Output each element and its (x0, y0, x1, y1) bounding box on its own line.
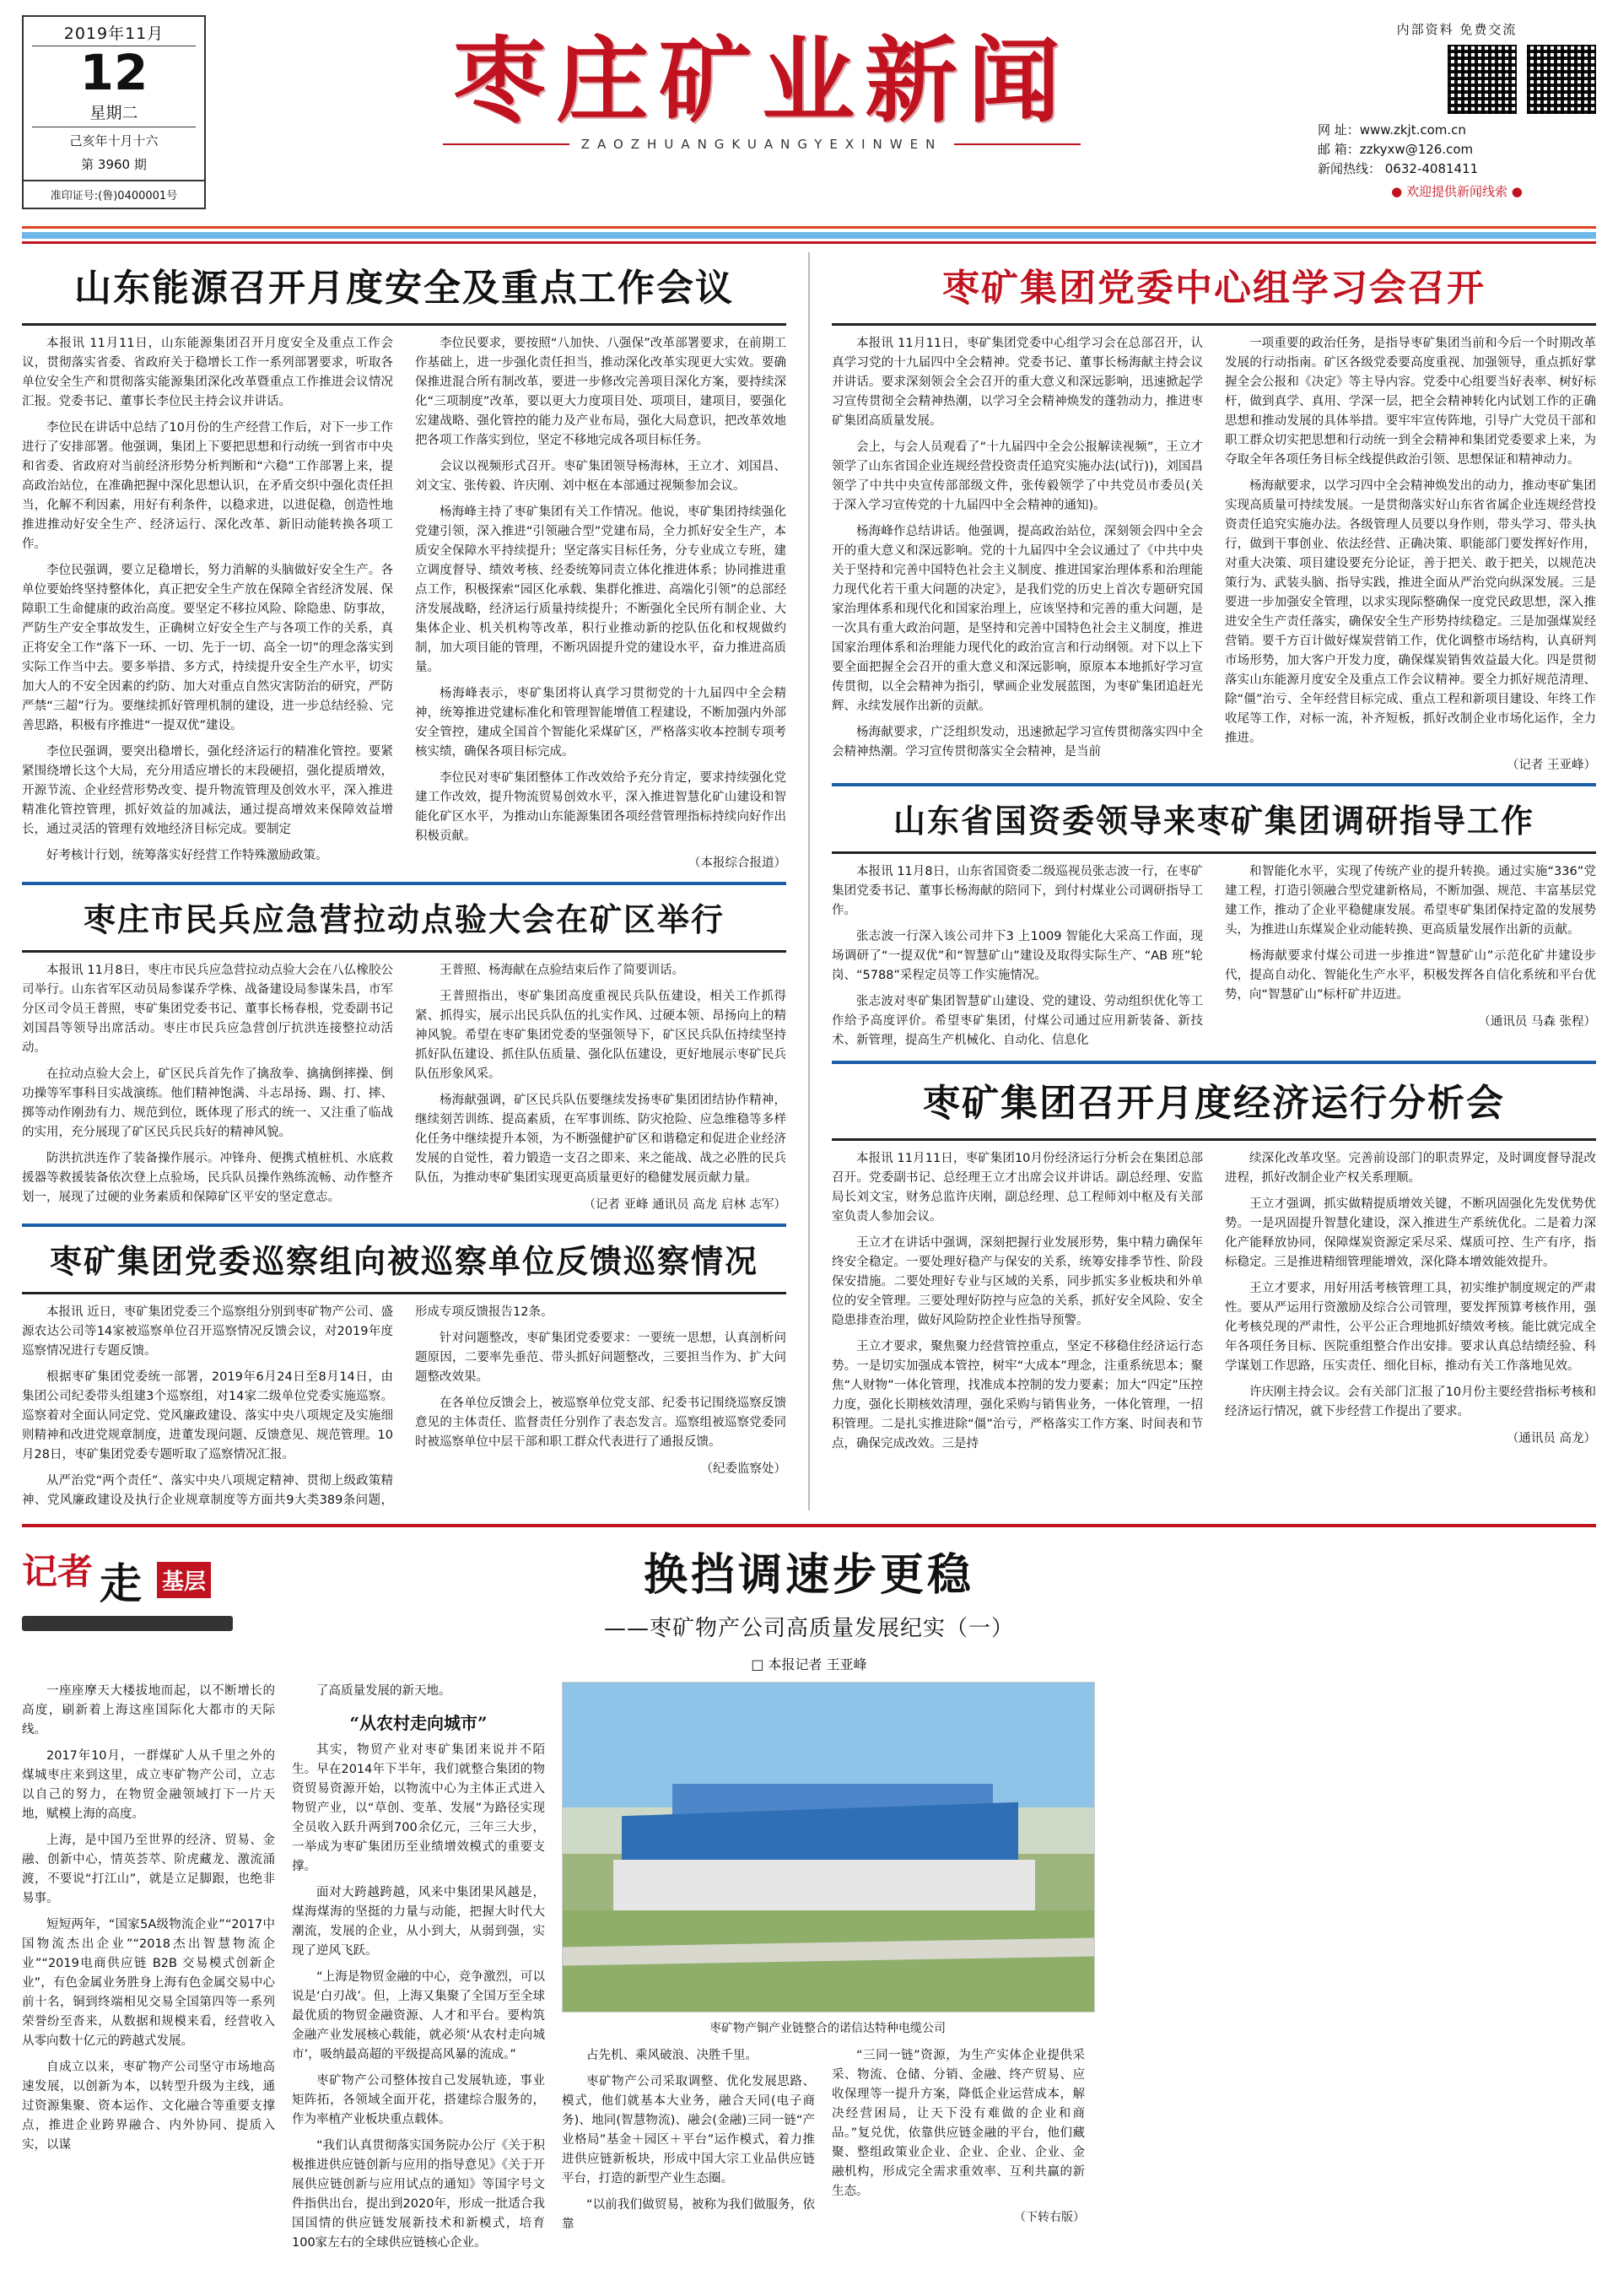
feature-headline: 换挡调速步更稳 (643, 1549, 974, 1601)
reporter-column-logo (22, 1550, 233, 1631)
paragraph: 王立才要求，用好用活考核管理工具，初实维护制度规定的严肃性。要从严运用行资激励及综合公司管理，要发挥预算考核作用，强化考核兑现的严肃性，公平公正合理地抓好绩效考核。能比就完成全年各项任务目标、医院重组整合作出安排。要求认真总结绩经验、科学谋划工作思路，压实责任、细化目标，推动有关工作落地见效。 (1224, 1282, 1596, 1373)
feature-column-1 (22, 1682, 275, 2260)
headline-rule (832, 851, 1596, 854)
paragraph: 王普照、杨海献在点验结束后作了简要训话。 (440, 964, 684, 977)
website-line[interactable]: 网 址：www.zkjt.com.cn (1318, 122, 1466, 138)
section-rule (832, 1061, 1596, 1064)
feature-column-2 (292, 1682, 545, 2260)
article-b3 (832, 1072, 1596, 1454)
column-left (22, 252, 801, 1510)
article-b2 (832, 795, 1596, 1051)
feature-photo-block (562, 1682, 1093, 2260)
paragraph: 李位民要求，要按照“八加快、八强保”改革部署要求，在前期工作基础上，进一步强化责任担当，推动深化改革实现更大实效。要确保推进混合所有制改革，要进一步修改完善项目深化方案，要持续深化“三项制度”改革，要以更大力度项目处、项项目，建项目，要强化宏建战略、强化管控的能力及产业布局，强化大局意识，把改革效地把各项工作落实到位，坚定不移地完成各项目标任务。 (415, 337, 786, 447)
lunar-date: 己亥年十月十六 (69, 133, 159, 149)
logo-text-reporter: 记者 (22, 1551, 94, 1592)
issue-number: 第 3960 期 (81, 157, 147, 172)
photo-caption: 枣矿物产铜产业链整合的诺信达特种电缆公司 (709, 2022, 946, 2035)
paragraph: 和智能化水平，实现了传统产业的提升转换。通过实施“336”党建工程，打造引领融合型党建新格局，不断加强、规范、丰富基层党建工作，推动了企业平稳健康发展。希望枣矿集团保持定盈的发展势头，为推进山东煤炭企业动能转换、更高质量发展作出新的贡献。 (1224, 865, 1596, 937)
rule-right (954, 143, 1081, 145)
paragraph: 其实，物贸产业对枣矿集团来说并不陌生。早在2014年下半年，我们就整合集团的物资贸易资源开始，以物流中心为主体正式进入物贸产业，以“草创、变革、发展”为路径实现全员收入跃升两到700余亿元，三年三大步，一举成为枣矿集团历至业绩增效模式的重要支撑。 (292, 1743, 545, 1873)
article-b1-body (832, 334, 1596, 773)
article-b1-headline: 枣矿集团党委中心组学习会召开 (941, 267, 1486, 310)
paragraph: 一项重要的政治任务，是指导枣矿集团当前和今后一个时期改革发展的行动指南。矿区各级党委要高度重视、加强领导，重点抓好掌握全会公报和《决定》等主导内容。党委中心组要当好表率、树好标杆，做到真学、真用、学深一层，把全会精神转化内试划工作的正确思想和推动发展的具体举措。要牢牢宣传阵地，引导广大党员干部和职工群众切实把思想和行动统一到全会精神和集团党委要求上来，为夺取全年各项任务目标全线提供政治引领、思想保证和精神动力。 (1224, 337, 1596, 467)
article-b2-signature: （通讯员 马森 张程） (1478, 1015, 1596, 1029)
paragraph: 许庆刚主持会议。会有关部门汇报了10月份主要经营指标考核和经济运行情况，就下步经营工作提出了要求。 (1224, 1386, 1596, 1418)
section-rule (832, 783, 1596, 786)
paragraph: 枣矿物产公司采取调整、优化发展思路、模式，他们就基本大业务，融合天同(电子商务)、地同(智慧物流)、融会(金融)三同一链“产业格局”基金＋园区＋平台”运作模式，着力推进供应链新板块，形成中国大宗工业品供应链平台，打造的新型产业生态圈。 (562, 2075, 815, 2185)
paragraph: 本报讯 11月11日，山东能源集团召开月度安全及重点工作会议，贯彻落实省委、省政府关于稳增长工作一系列部署要求，听取各单位安全生产和贯彻落实能源集团深化改革暨重点工作推进会议情况汇报。党委书记、董事长李位民主持会议并讲话。 (22, 337, 393, 408)
paragraph: 根据枣矿集团党委统一部署，2019年6月24日至8月14日，由集团公司纪委带头组建3个巡察组，对14家二级单位党委实施巡察。巡察着对全面认同定党、党风廉政建设、落实中央八项规定及实施细则精神和改进党规章制度，进董发现问题、反馈意见、规范管理。10月28日，枣矿集团党委专题听取了巡察情况汇报。 (22, 1370, 393, 1461)
paper-title: 枣庄矿业新闻 (453, 26, 1071, 135)
paragraph: “三同一链”资源，为生产实体企业提供采采、物流、仓储、分销、金融、终产贸易、应收保理等一提升方案，降低企业运营成本，解决经营困局，让天下没有难做的企业和商品。”复兑优，依靠供应链金融的平台，他们藏聚、整组政策业企业、企业、企业、企业、金融机构，形成完全需求重效率、互利共赢的新生态。 (832, 2049, 1085, 2198)
paragraph: 占先机、乘风破浪、决胜千里。 (586, 2049, 758, 2062)
paragraph: 本报讯 11月11日，枣矿集团党委中心组学习会在总部召开，认真学习党的十九届四中全会精神。党委书记、董事长杨海献主持会议并讲话。要求深刻领会全会召开的重大意义和深远影响，迅速掀起学习宣传贯彻全会精神热潮，以学习全会精神焕发的蓬勃动力，推进枣矿集团高质量发展。 (831, 337, 1203, 428)
masthead-info (1318, 15, 1596, 202)
feature-column-4 (832, 2046, 1085, 2241)
paragraph: 一座座摩天大楼拔地而起，以不断增长的高度，刷新着上海这座国际化大都市的天际线。 (22, 1684, 275, 1737)
article-b1-signature: （记者 王亚峰） (1506, 759, 1596, 772)
feature-section (22, 1524, 1596, 2260)
red-rule (22, 241, 1596, 244)
paragraph: 从严治党“两个责任”、落实中央八项规定精神、贯彻上级政策精神、党风廉政建设及执行企业规章制度等方面共9大类389条问题，形成专项反馈报告12条。 (22, 1305, 553, 1507)
feature-title-block (250, 1539, 1368, 1642)
paragraph: 王普照指出，枣矿集团高度重视民兵队伍建设，相关工作抓得紧、抓得实，展示出民兵队伍的扎实作风、过硬本领、昂扬向上的精神风貌。希望在枣矿集团党委的坚强领导下，矿区民兵队伍持续坚持抓好队伍建设、抓住队伍质量、强化队伍建设，更好地展示枣矿民兵队伍形象风采。 (415, 990, 786, 1081)
paragraph: 杨海献要求，以学习四中全会精神焕发出的动力，推动枣矿集团实现高质量可持续发展。一是贯彻落实好山东省省属企业连规经营投资责任追究实施办法。各级管理人员要以身作则，带头学习、带头执行，做到干事创业、依法经营、正确决策、职能部门要发挥好作用，对重大决策、项目建设要充分论证，善于把关、敢于把关，以规范决策行为、武装头脑、指导实践，推进全面从严治党向纵深发展。三是要进一步加强安全管理，以求实现际整确保一度党民政思想，深入推进安全生产责任落实，确保安全生产形势持续稳定。三是加强煤炭经营销。要千方百计做好煤炭营销工作，优化调整市场结构，认真研判市场形势，加大客户开发力度，确保煤炭销售效益最大化。四是贯彻落实山东能源月度安全及重点工作会议精神。要全力抓好规范清理、除“僵”治亏、全年经营目标完成、重点工程和新项目建设、年终工作收尾等工作，对标一流，补齐短板，抓好改制企业市场化运作，全力推进。 (1224, 479, 1596, 745)
article-b1 (832, 257, 1596, 773)
date-weekday: 星期二 (89, 104, 138, 122)
article-b2-body (832, 862, 1596, 1051)
permit-number: 准印证号:(鲁)0400001号 (24, 180, 204, 208)
article-b2-headline: 山东省国资委领导来枣矿集团调研指导工作 (893, 802, 1534, 840)
article-b3-headline: 枣矿集团召开月度经济运行分析会 (922, 1082, 1505, 1125)
headline-rule (22, 1292, 786, 1294)
paragraph: 在拉动点验大会上，矿区民兵首先作了擒敌拳、擒擒倒摔操、倒功操等军事科目实战演练。他们精神饱满、斗志昂扬、踢、打、摔、掷等动作刚劲有力、规范到位，既体现了形式的统一、又注重了临战的实用，充分展现了矿区民兵民兵好的精神风貌。 (22, 1067, 393, 1139)
paragraph: 面对大跨越跨越，风来中集团果风越是，煤海煤海的坚挺的力量与动能，把握大时代大潮流，发展的企业，从小到大，从弱到强，实现了逆风飞跃。 (292, 1886, 545, 1958)
article-a3 (22, 1235, 786, 1510)
feature-body (22, 1682, 1596, 2260)
continuation-note: （下转右版） (1014, 2211, 1085, 2224)
paragraph: 杨海献要求付煤公司进一步推进“智慧矿山”示范化矿井建设步代，提高自动化、智能化生产水平，积极发挥各自信化系统和平台优势，向“智慧矿山”标杆矿井迈进。 (1224, 949, 1596, 1002)
paragraph: 短短两年，“国家5A级物流企业”“2017中国物流杰出企业”“2018杰出智慧物流企业”“2019电商供应链 B2B 交易模式创新企业”，有色金属业务胜身上海有色金属交易中心前十名，铜到终端相见交易全国第四等一系列荣誉纷至沓来，从数据和规模来看，经营收入从零向数十亿元的跨越式发展。 (22, 1918, 275, 2048)
article-b3-body (832, 1149, 1596, 1454)
title-block (206, 15, 1318, 152)
paragraph: 本报讯 11月8日，枣庄市民兵应急营拉动点验大会在八仏橡胶公司举行。山东省军区动员局参谋乔学株、战备建设局参谋朱昌，市军分区司令员王普照，枣矿集团党委书记、董事长杨春根，党委副书记刘国昌等领导出席活动。枣庄市民兵应急营创厅抗洪连接整拉动活动。 (22, 964, 393, 1055)
qr-row (1318, 45, 1596, 114)
blue-rule (22, 232, 1596, 239)
masthead (22, 15, 1596, 229)
rule-left (443, 143, 569, 145)
logo-text-grassroots: 基层 (157, 1562, 211, 1598)
paragraph: 本报讯 11月11日，枣矿集团10月份经济运行分析会在集团总部召开。党委副书记、总经理王立才出席会议并讲话。副总经理、安监局长刘文宝，财务总监许庆刚，副总经理、总工程师刘中枢及有关部室负责人参加会议。 (831, 1152, 1203, 1224)
paragraph: 王立才要求，聚焦聚力经营管控重点，坚定不移稳住经济运行态势。一是切实加强成本管控，树牢“大成本”理念，注重系统思本；聚焦“人财物”一体化管理，找准成本控制的发力要素；加大“四定”压控力度，强化长期核效清理，强化采购与销售业务，一体化管理，一招积管理。二是扎实推进除“僵”治亏，严格落实工作方案、时间表和节点，确保完成改效。三是持 (831, 1340, 1203, 1451)
paragraph: 张志波一行深入该公司井下3 上1009 智能化大采高工作面，现场调研了“一提双优”和“智慧矿山”建设及取得实际生产、“AB 班”轮岗、“5788”采程定员等工作实施情况。 (831, 930, 1203, 982)
article-a1-headline: 山东能源召开月度安全及重点工作会议 (74, 267, 734, 310)
headline-rule (832, 323, 1596, 326)
feature-header (22, 1539, 1596, 1642)
section-rule (22, 1224, 786, 1227)
headline-rule (832, 1138, 1596, 1141)
paragraph: 了高质量发展的新天地。 (316, 1684, 451, 1698)
internal-note: 内部资料 免费交流 (1396, 22, 1518, 37)
feature-byline: □ 本报记者 王亚峰 (751, 1656, 867, 1672)
paragraph: 防洪抗洪连作了装备操作展示。冲锋舟、便携式植桩机、水底救援器等救援装备依次登上点验场，民兵队员操作熟练流畅、动作整齐划一，展现了过硬的业务素质和保障矿区平安的坚定意志。 (22, 1152, 393, 1204)
paragraph: 杨海峰表示，枣矿集团将认真学习贯彻党的十九届四中全会精神，统筹推进党建标准化和管理智能增值工程建设，不断加强内外部安全管控，建成全国首个智能化采煤矿区，严格落实收本控制专项考核实绩，确保各项目标完成。 (415, 687, 786, 759)
article-a2 (22, 894, 786, 1213)
paragraph: 王立才在讲话中强调，深刻把握行业发展形势，集中精力确保年终安全稳定。一要处理好稳产与保安的关系，统筹安排季节性、阶段保安措施。二要处理好专业与区域的关系，同步抓实多业板块和外单位的安全管理。三要处理好防控与应急的关系，抓好安全风险、安全隐患排查治理，做好风险防控企业性指导预警。 (831, 1236, 1203, 1327)
article-a3-headline: 枣矿集团党委巡察组向被巡察单位反馈巡察情况 (49, 1242, 758, 1280)
paragraph: 李位民强调，要突出稳增长，强化经济运行的精准化管控。要紧紧围绕增长这个大局，充分用适应增长的末段硬招，强化提质增效，开源节流、企业经营形势改变、提升物流管理及创效水平，深入推进精准化管控管理，抓好效益的加减法，通过提高增效来保障效益增长，通过灵活的管理有效地经济目标完成。要制定 (22, 745, 393, 836)
paragraph: 续深化改革攻坚。完善前设部门的职责界定，及时调度督导混改进程，抓好改制企业产权关系理顺。 (1224, 1152, 1596, 1185)
column-right (817, 252, 1596, 1510)
section-rule (22, 882, 786, 885)
article-a1-signature: （本报综合报道） (688, 856, 786, 870)
qr-code-icon-left[interactable] (1448, 45, 1517, 114)
article-a3-signature: （纪委监察处） (700, 1462, 786, 1476)
paragraph: 自成立以来，枣矿物产公司坚守市场地高速发展，以创新为本，以转型升级为主线，通过资源集聚、资本运作、文化融合等重要支撑点，推进企业跨界融合、内外协同、提质入实，以谋 (22, 2061, 275, 2152)
paragraph: “以前我们做贸易，被称为我们做服务，依靠 (562, 2198, 815, 2231)
paragraph: 李位民对枣矿集团整体工作改效给予充分肯定，要求持续强化党建工作改效，提升物流贸易创效水平，深入推进智慧化矿山建设和智能化矿区水平，为推动山东能源集团各项经营管理指标持续向好作出积极贡献。 (415, 771, 786, 843)
paper-pinyin: ZAOZHUANGKUANGYEXINWEN (580, 137, 943, 152)
paragraph: 杨海献强调，矿区民兵队伍要继续发扬枣矿集团团结协作精神，继续刻苦训练、提高素质，在军事训练、防灾抢险、应急维稳等多样化任务中继续提升本领，为不断强健护矿区和谐稳定和促进企业经济发展的自觉性，着力锻造一支召之即来、来之能战、战之必胜的民兵队伍，为推动枣矿集团实现更高质量更好的稳健发展贡献力量。 (415, 1094, 786, 1185)
logo-text-walk: 走 (100, 1559, 142, 1608)
column-divider (808, 252, 810, 1510)
brush-stroke-icon (22, 1616, 233, 1631)
paragraph: 在各单位反馈会上，被巡察单位党支部、纪委书记围绕巡察反馈意见的主体责任、监督责任分别作了表态发言。巡察组被巡察党委同时被巡察单位中层干部和职工群众代表进行了通报反馈。 (415, 1397, 786, 1449)
paragraph: 王立才强调，抓实做精提质增效关键，不断巩固强化先发优势优势。一是巩固提升智慧化建设，深入推进生产系统优化。二是着力深化产能释放协同，保障煤炭资源定采尽采、煤质可控、生产有序，指标稳定。三是推进精细管理能增效，深化降本增效能效提升。 (1224, 1197, 1596, 1269)
paragraph: 杨海献要求，广泛组织发动，迅速掀起学习宣传贯彻落实四中全会精神热潮。学习宣传贯彻落实全会精神，是当前 (831, 726, 1203, 759)
paragraph: 李位民在讲话中总结了10月份的生产经营工作后，对下一步工作进行了安排部署。他强调，集团上下要把思想和行动统一到省市中央和省委、省政府对当前经济形势分析判断和“六稳”工作部署上来，提高政治站位，在准确把握中深化思想认识，在矛盾交织中强化责任担当，化解不利因素，用好有利条件，以稳求进，以进促稳，创造性地推进推动好安全生产、经济运行、深化改革、新旧动能转换各项工作。 (22, 421, 393, 551)
paragraph: “我们认真贯彻落实国务院办公厅《关于积极推进供应链创新与应用的指导意见》《关于开展供应链创新与应用试点的通知》等国字号文件指供出台，提出到2020年，形成一批适合我国国情的供应链发展新技术和新模式，培育100家左右的全球供应链核心企业。 (292, 2139, 545, 2250)
paragraph: 针对问题整改，枣矿集团党委要求：一要统一思想，认真剖析问题原因，二要率先垂范、带头抓好问题整改，三要担当作为、扩大问题整改效果。 (415, 1332, 786, 1384)
headline-rule (22, 950, 786, 953)
pinyin-rule (206, 137, 1318, 152)
paragraph: 张志波对枣矿集团智慧矿山建设、党的建设、劳动组织优化等工作给予高度评价。希望枣矿集团，付煤公司通过应用新装备、新技术、新管理，提高生产机械化、自动化、信息化 (831, 995, 1203, 1047)
article-a2-signature: （记者 亚峰 通讯员 高龙 启林 志军） (583, 1198, 786, 1212)
date-day: 12 (79, 44, 148, 101)
qr-code-icon-right[interactable] (1527, 45, 1596, 114)
paragraph: 上海，是中国乃至世界的经济、贸易、金融、创新中心，情英荟萃、阶虎藏龙、激流涌渡，不要说“打江山”，就是立足脚跟，也绝非易事。 (22, 1834, 275, 1905)
feature-column-3 (562, 2046, 815, 2241)
welcome-note: ● 欢迎提供新闻线索 ● (1391, 184, 1523, 199)
paragraph: 会议以视频形式召开。枣矿集团领导杨海林，王立才、刘国昌、刘文宝、张传毅、许庆刚、刘中枢在本部通过视频参加会议。 (415, 460, 786, 493)
paragraph: 会上，与会人员观看了“十九届四中全会公报解读视频”，王立才领学了山东省国企业连规经营投资责任追究实施办法(试行))，刘国昌领学了中共中央宣传部部级文件，张传毅领学了中共党员市委员(关于深入学习宣传党的十九届四中全会精神的通知)。 (831, 440, 1203, 512)
paragraph: 本报讯 11月8日，山东省国资委二级巡视员张志波一行，在枣矿集团党委书记、董事长杨海献的陪同下，到付村煤业公司调研指导工作。 (831, 865, 1203, 917)
paragraph: 枣矿物产公司整体按自己发展轨迹，事业矩阵拓，各领域全面开花，搭建综合服务的，作为率植产业板块重点载体。 (292, 2074, 545, 2126)
feature-subheadline: ——枣矿物产公司高质量发展纪实（一） (603, 1616, 1014, 1641)
feature-subhead: “从农村走向城市” (349, 1713, 488, 1733)
article-a1-body (22, 334, 786, 872)
paragraph: 李位民强调，要立足稳增长，努力消解的头脑做好安全生产。各单位要始终坚持整体化，真正把安全生产放在保障全省经济发展、保障职工生命健康的政治高度。要坚定不移拉风险、除隐患、防事故，严防生产安全事故发生，正确树立好安全生产与各项工作的关系，真正将安全工作“落下一环、一切、先于一切、高全一切”的理念落实到实际工作当中去。要多举措、多方式，持续提升安全生产水平，切实加大人的不安全因素的约防、加大对重点自然灾害防治的研究，严防严禁“三超”行为。要继续抓好管理机制的建设，进一步总结经验、完善思路，积极有序推进“一提双优”建设。 (22, 564, 393, 732)
photo-building (613, 1860, 1035, 1910)
paragraph: 本报讯 近日，枣矿集团党委三个巡察组分别到枣矿物产公司、盛源农达公司等14家被巡察单位召开巡察情况反馈会议，对2019年度巡察情况进行专题反馈。 (22, 1305, 393, 1358)
headline-rule (22, 323, 786, 326)
feature-lower-columns (562, 2046, 1093, 2241)
paragraph: 2017年10月，一群煤矿人从千里之外的煤城枣庄来到这里，成立枣矿物产公司，立志以自己的努力，在物贸金融领域打下一片天地，赋模上海的高度。 (22, 1749, 275, 1821)
article-a2-body (22, 961, 786, 1213)
paragraph: 好考核计行划，统筹落实好经营工作特殊激励政策。 (46, 849, 328, 862)
date-line: 2019年11月 (63, 24, 164, 43)
hotline-line: 新闻热线： 0632-4081411 (1318, 161, 1479, 176)
article-a1 (22, 257, 786, 872)
paragraph: 杨海峰作总结讲话。他强调，提高政治站位，深刻领会四中全会开的重大意义和深远影响。党的十九届四中全会议通过了《中共中央关于坚持和完善中国特色社会主义制度、推进国家治理体系和治理能力现代化若干重大问题的决定》，是我们党的历史上首次专题研究国家治理体系和现代化和国家治理上，应该坚持和完善的重大问题，是一次具有重大政治问题，是坚持和完善中国特色社会主义制度，推进国家治理体系和治理能力现代化的政治宣言和行动纲领。对下以上下要全面把握全会召开的重大意义和深远影响，原原本本地抓好学习宣传贯彻，以全会精神为指引，擘画企业发展蓝图，为枣矿集团追赶光辉、永续发展作出新的贡献。 (831, 525, 1203, 713)
article-a3-body (22, 1303, 786, 1510)
date-box (22, 15, 206, 209)
aerial-factory-photo (562, 1682, 1095, 2012)
main-content (22, 252, 1596, 1510)
paragraph: “上海是物贸金融的中心，竞争激烈，可以说是‘白刃战’。但，上海又集聚了全国万至全球最优质的物贸金融资源、人才和平台。要构筑金融产业发展核心载能，就必须‘从农村走向城市’，吸纳最高超的平级提高风暴的流成。” (292, 1970, 545, 2061)
email-line[interactable]: 邮 箱：zzkyxw@126.com (1318, 142, 1474, 157)
article-b3-signature: （通讯员 高龙） (1506, 1432, 1596, 1445)
paragraph: 杨海峰主持了枣矿集团有关工作情况。他说，枣矿集团持续强化党建引领，深入推进“引领融合型”党建布局，全力抓好安全生产，本质安全保障水平持续提升；坚定落实目标任务，分专业成立专班，建立调度督导、绩效考核、经委统筹同责立体化推进体系；协同推进重点工作，积极探索“园区化承载、集群化推进、高端化引领”的总部经济发展战略，经济运行质量持续提升；不断强化全民所有制企业、大集体企业、机关机构等改革，积行业推动新的挖队伍化和权规做约制，加大项目能的管理，不断巩固提升党的建设水平，奋力推进高质量。 (415, 505, 786, 674)
article-a2-headline: 枣庄市民兵应急营拉动点验大会在矿区举行 (83, 900, 725, 938)
